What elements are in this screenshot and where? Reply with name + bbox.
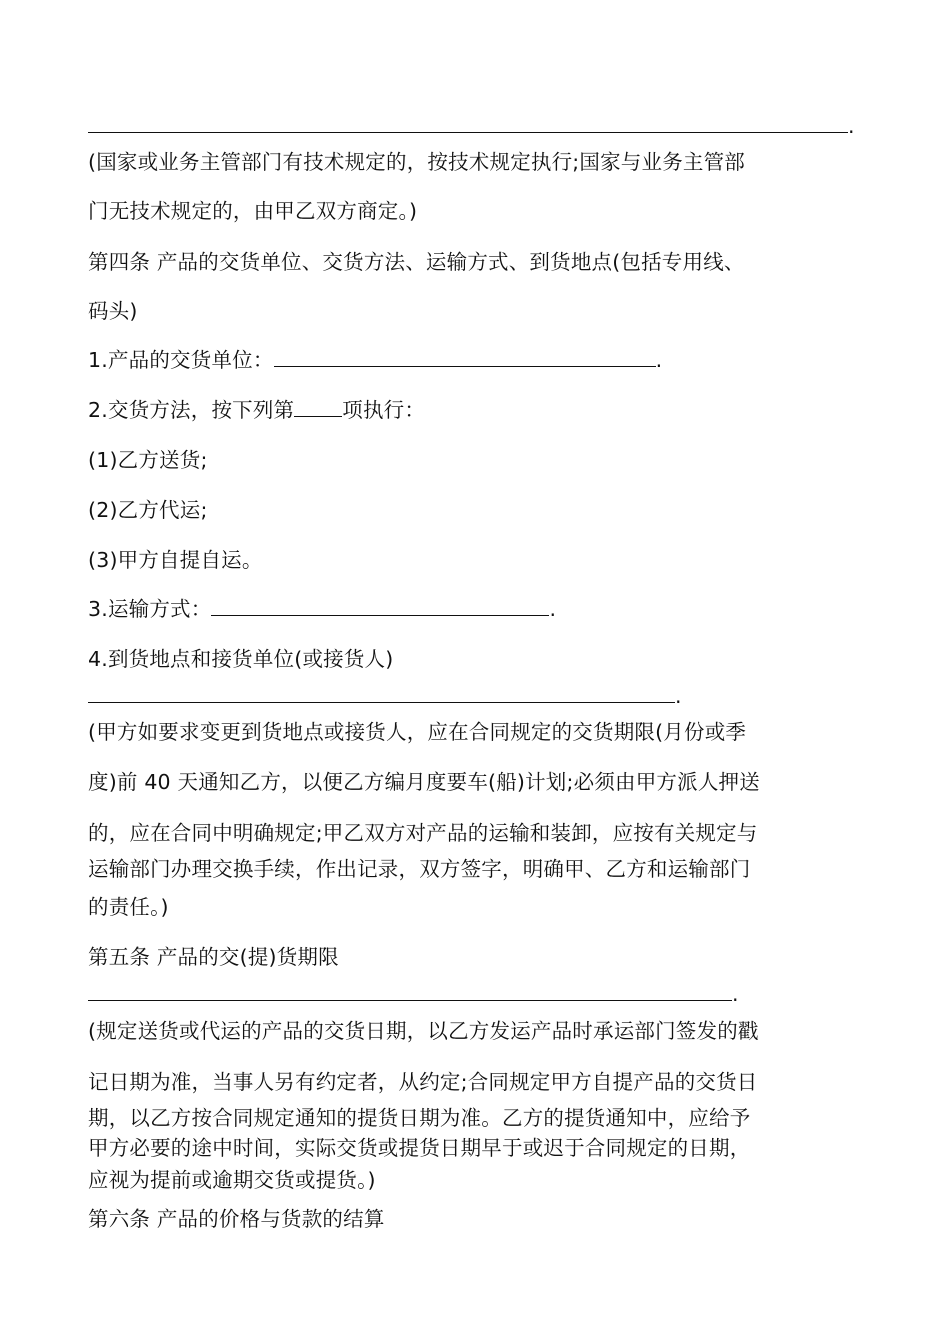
destination-line: 4.到货地点和接货单位(或接货人) — [88, 647, 394, 671]
paragraph-line: 记日期为准，当事人另有约定者，从约定;合同规定甲方自提产品的交货日 — [88, 1070, 758, 1094]
line-end-period: . — [655, 348, 663, 372]
line-end-period: . — [848, 114, 855, 138]
paragraph-line: (国家或业务主管部门有技术规定的，按技术规定执行;国家与业务主管部 — [88, 150, 746, 174]
delivery-unit-line — [88, 347, 662, 373]
section-heading-cont: 码头) — [88, 299, 138, 323]
fill-blank-line — [88, 113, 855, 139]
section-heading: 第六条 产品的价格与货款的结算 — [88, 1207, 385, 1231]
transport-line — [88, 596, 556, 622]
paragraph-line: 运输部门办理交换手续，作出记录，双方签字，明确甲、乙方和运输部门 — [88, 857, 751, 881]
paragraph-line: 的责任。) — [88, 895, 169, 919]
paragraph-line: 甲方必要的途中时间，实际交货或提货日期早于或迟于合同规定的日期， — [88, 1136, 751, 1160]
line-end-period: . — [549, 597, 557, 621]
blank-underline — [274, 347, 656, 367]
option-item: (2)乙方代运; — [88, 498, 208, 522]
paragraph-line: 期，以乙方按合同规定通知的提货日期为准。乙方的提货通知中，应给予 — [88, 1106, 751, 1130]
paragraph-line: (甲方如要求变更到货地点或接货人，应在合同规定的交货期限(月份或季 — [88, 720, 747, 744]
paragraph-line: 度)前 40 天通知乙方，以便乙方编月度要车(船)计划;必须由甲方派人押送 — [88, 770, 760, 794]
paragraph-line: (规定送货或代运的产品的交货日期，以乙方发运产品时承运部门签发的戳 — [88, 1019, 759, 1043]
section-heading: 第五条 产品的交(提)货期限 — [88, 945, 339, 969]
line-end-period: . — [675, 684, 682, 708]
delivery-method-line — [88, 397, 425, 423]
delivery-method-end: 项执行： — [342, 398, 426, 422]
option-item: (3)甲方自提自运。 — [88, 548, 263, 572]
blank-underline — [88, 113, 848, 133]
fill-blank-line — [88, 683, 682, 709]
fill-blank-line — [88, 981, 739, 1007]
delivery-unit-label: 1.产品的交货单位： — [88, 348, 274, 372]
section-heading: 第四条 产品的交货单位、交货方法、运输方式、到货地点(包括专用线、 — [88, 250, 745, 274]
delivery-method-label: 2.交货方法，按下列第 — [88, 398, 295, 422]
blank-underline — [88, 683, 675, 703]
paragraph-line: 应视为提前或逾期交货或提货。) — [88, 1168, 376, 1192]
option-item: (1)乙方送货; — [88, 448, 208, 472]
blank-underline — [88, 981, 732, 1001]
line-end-period: . — [732, 982, 739, 1006]
paragraph-line: 的，应在合同中明确规定;甲乙双方对产品的运输和装卸，应按有关规定与 — [88, 821, 758, 845]
paragraph-line: 门无技术规定的，由甲乙双方商定。) — [88, 199, 418, 223]
transport-label: 3.运输方式： — [88, 597, 212, 621]
blank-underline — [211, 596, 549, 616]
blank-underline — [294, 397, 342, 417]
